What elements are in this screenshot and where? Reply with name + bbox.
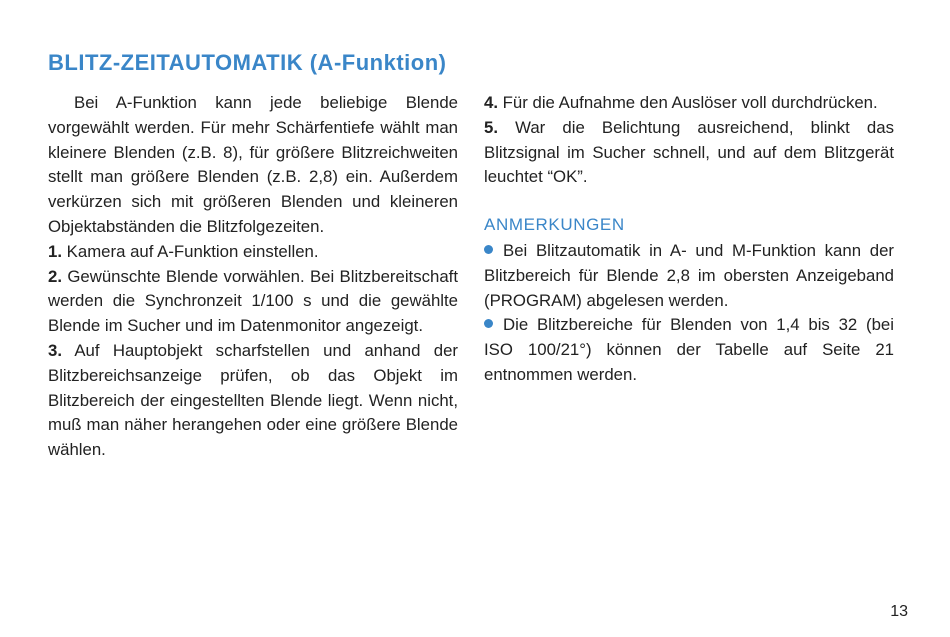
step-number: 4.	[484, 93, 498, 112]
step-text: Gewünschte Blende vorwählen. Bei Blitzbereitschaft werden die Synchronzeit 1/100 s und die gewählte Blende im Sucher und im Datenmonitor angezeigt.	[48, 266, 458, 336]
section-title: BLITZ-ZEITAUTOMATIK (A-Funktion)	[48, 50, 447, 75]
bullet-icon	[484, 245, 493, 254]
page-number: 13	[890, 603, 908, 620]
left-column	[48, 91, 458, 463]
step-text: Für die Aufnahme den Auslöser voll durchdrücken.	[498, 93, 878, 112]
right-column	[484, 91, 894, 388]
step-4	[484, 91, 894, 116]
step-text: Auf Hauptobjekt scharfstellen und anhand der Blitzbereichsanzeige prüfen, ob das Objekt im Blitzbereich der eingestellten Blende liegt. Wenn nicht, muß man näher herangehen oder eine größere Blende wählen.	[48, 340, 458, 460]
notes-heading: ANMERKUNGEN	[484, 215, 625, 235]
step-number: 2.	[48, 266, 62, 286]
note-2	[484, 313, 894, 387]
step-text: Kamera auf A-Funktion einstellen.	[62, 241, 319, 261]
bullet-icon	[484, 319, 493, 328]
note-1	[484, 239, 894, 313]
step-number: 5.	[484, 117, 498, 137]
note-text: Bei Blitzautomatik in A- und M-Funktion kann der Blitzbereich für Blende 2,8 im obersten Anzeigeband (PROGRAM) abgelesen werden.	[484, 240, 894, 310]
note-text: Die Blitzbereiche für Blenden von 1,4 bis 32 (bei ISO 100/21°) können der Tabelle auf Seite 21 entnommen werden.	[484, 315, 894, 384]
step-number: 1.	[48, 241, 62, 261]
step-1	[48, 240, 458, 265]
step-text: War die Belichtung ausreichend, blinkt das Blitzsignal im Sucher schnell, und auf dem Blitzgerät leuchtet “OK”.	[484, 117, 894, 187]
step-2	[48, 265, 458, 339]
step-3	[48, 339, 458, 463]
step-number: 3.	[48, 340, 62, 360]
intro-paragraph: Bei A-Funktion kann jede beliebige Blende vorgewählt werden. Für mehr Schärfentiefe wählt man kleinere Blenden (z.B. 8), für größere Blitzreichweiten stellt man größere Blenden (z.B. 2,8) ein. Außerdem verkürzen sich mit größeren Blenden und kleineren Objektabständen die Blitzfolgezeiten.	[48, 93, 458, 236]
step-5	[484, 116, 894, 190]
